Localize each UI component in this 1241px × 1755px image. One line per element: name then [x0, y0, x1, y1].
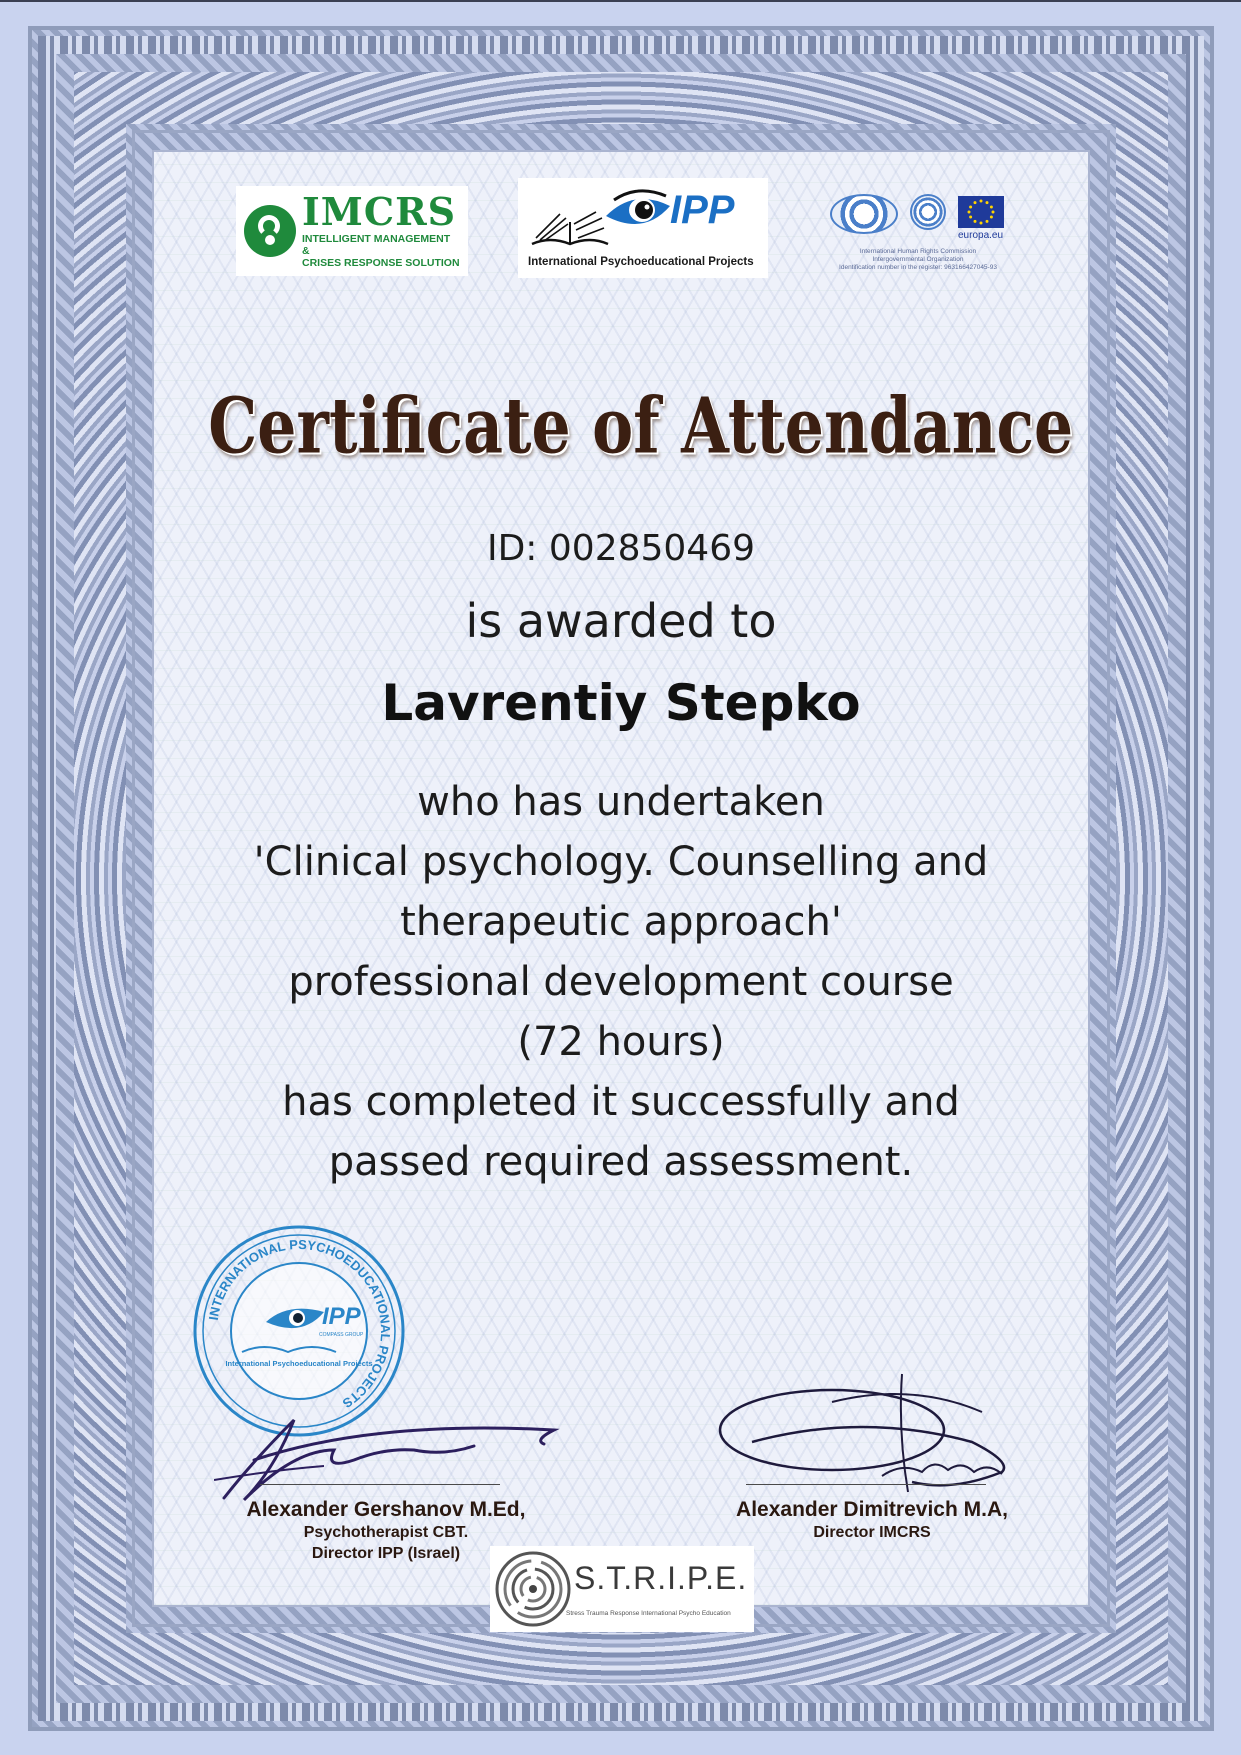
certificate-id: ID: 002850469: [486, 528, 756, 569]
body-line: passed required assessment.: [328, 1139, 914, 1185]
open-book-icon: [530, 208, 610, 248]
body-line: (72 hours): [517, 1019, 725, 1065]
signature-line: [746, 1484, 986, 1485]
un-eu-logos: [826, 190, 1010, 280]
signature-line: [260, 1484, 500, 1485]
certificate-title: Certificate of Attendance: [208, 379, 1074, 472]
ipp-logo-subtitle: International Psychoeducational Projects: [528, 256, 754, 268]
un-caption: [826, 248, 1010, 272]
signatory-role: Director IPP (Israel): [311, 1545, 461, 1562]
imcrs-logo-subtitle: [302, 233, 460, 269]
body-line: 'Clinical psychology. Counselling and: [253, 839, 989, 885]
signatory-name: Alexander Dimitrevich M.A,: [736, 1498, 1008, 1521]
awarded-to-text: is awarded to: [465, 594, 777, 648]
un-emblem-icon: [830, 194, 898, 234]
signatory-name: Alexander Gershanov M.Ed,: [246, 1498, 526, 1521]
eu-stars-icon: [966, 199, 996, 225]
body-line: has completed it successfully and: [282, 1079, 960, 1125]
un-caption-line-2: Intergovernmental Organization: [872, 256, 964, 264]
imcrs-logo-name: IMCRS: [302, 188, 457, 234]
certificate-body: [152, 772, 1090, 1192]
ipp-logo-name: IPP: [670, 188, 735, 232]
recipient-name: Lavrentiy Stepko: [381, 674, 861, 732]
un-caption-line-1: International Human Rights Commission: [859, 248, 977, 255]
stamp-center-subtitle: International Psychoeducational Projects: [225, 1359, 373, 1368]
body-line: who has undertaken: [417, 779, 825, 825]
signature-gershanov: [214, 1390, 564, 1510]
un-caption-line-3: Identification number in the register: 963166427045-93: [839, 264, 997, 272]
spiral-icon: [494, 1550, 572, 1628]
signatory-role: Director IMCRS: [813, 1524, 931, 1541]
stripe-logo-name: S.T.R.I.P.E.: [574, 1560, 748, 1596]
eu-flag-icon: [958, 196, 1004, 228]
stamp-center-name: IPP: [322, 1303, 361, 1330]
stripe-logo-subtitle: Stress Trauma Response International Psycho Education: [566, 1610, 731, 1617]
ipp-logo: [518, 178, 768, 278]
imcrs-logo: [236, 186, 468, 276]
eu-label: europa.eu: [958, 230, 1004, 241]
eye-icon: [604, 186, 674, 236]
imcrs-subtitle-line-2: CRISES RESPONSE SOLUTION: [302, 257, 460, 270]
imcrs-subtitle-line-1: INTELLIGENT MANAGEMENT &: [302, 232, 451, 257]
imcrs-emblem-icon: [244, 205, 296, 257]
stripe-logo: [490, 1546, 754, 1632]
stamp-ring-text: INTERNATIONAL PSYCHOEDUCATIONAL PROJECTS: [205, 1236, 394, 1412]
body-line: professional development course: [288, 959, 954, 1005]
unesco-emblem-icon: [910, 194, 946, 230]
stamp-compass: COMPASS GROUP: [319, 1332, 364, 1338]
signature-dimitrevich: [712, 1372, 1022, 1502]
signatory-2: [712, 1498, 1032, 1543]
body-line: therapeutic approach': [400, 899, 842, 945]
signatory-role: Psychotherapist CBT.: [303, 1524, 469, 1541]
